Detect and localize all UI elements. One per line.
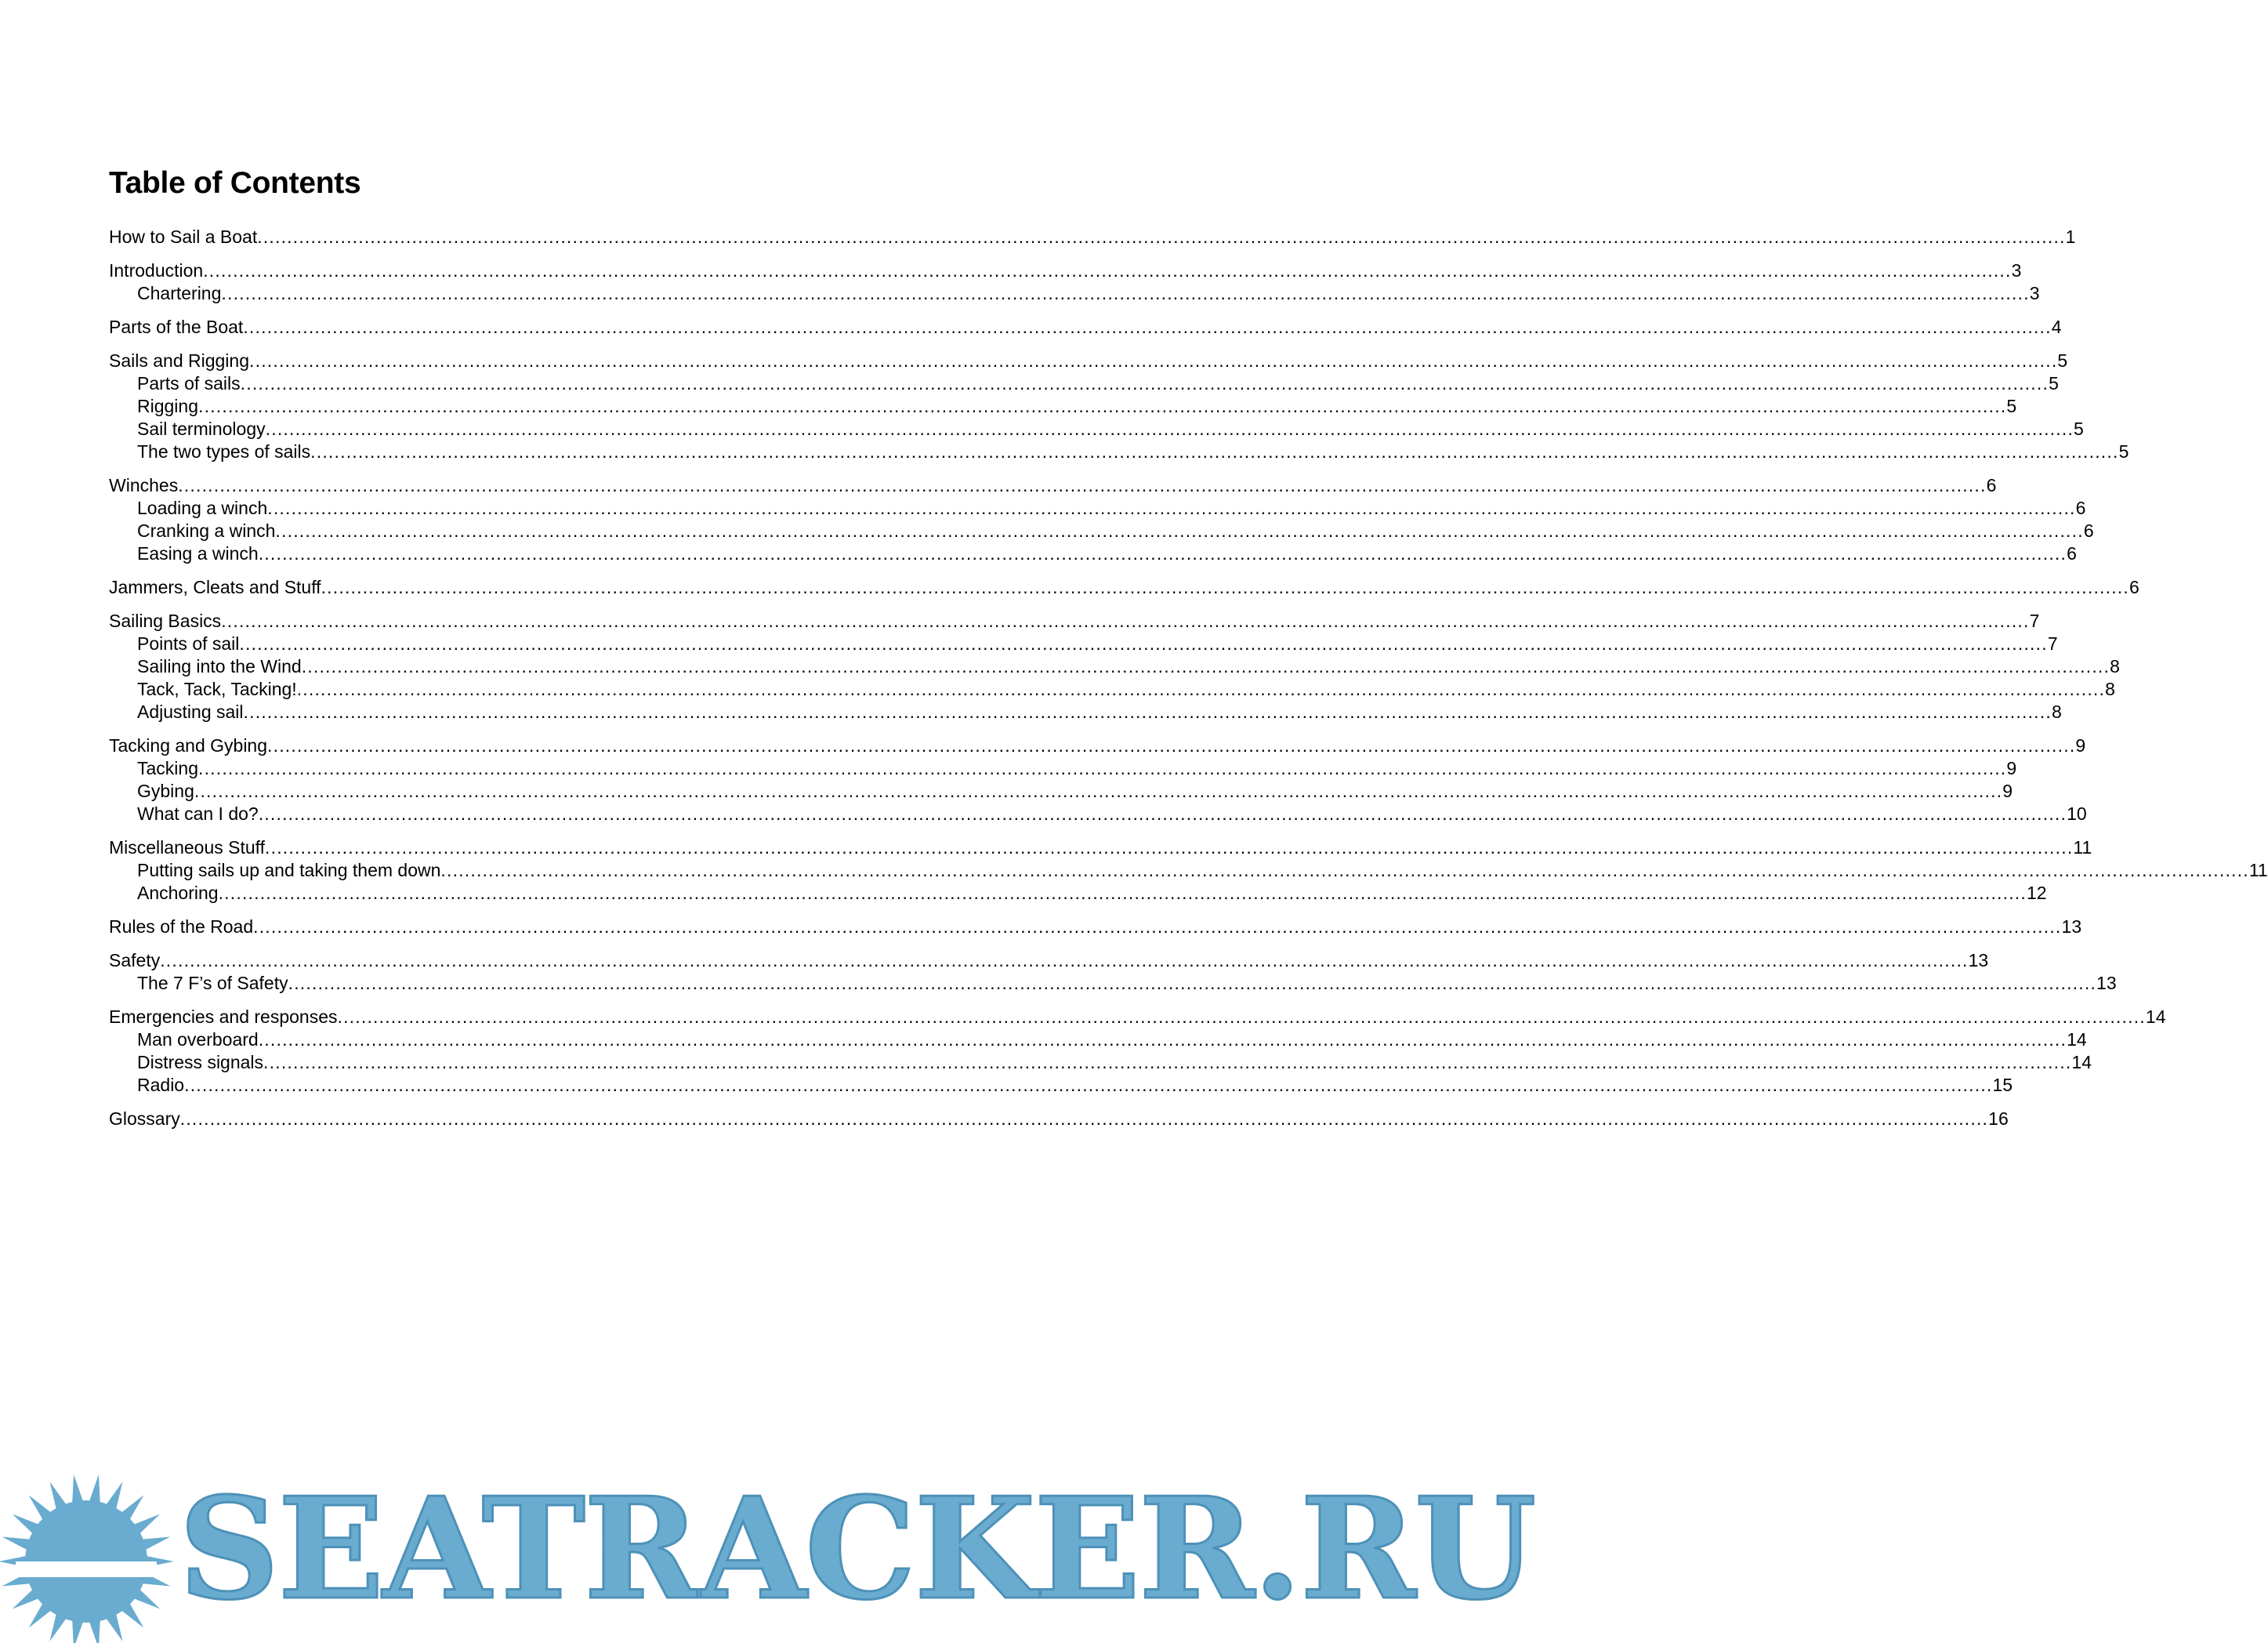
toc-group	[109, 474, 2094, 565]
toc-leader-dots	[160, 949, 1968, 972]
toc-page-number: 9	[2075, 735, 2086, 756]
toc-page-number: 7	[2029, 611, 2040, 631]
toc-page-number: 1	[2065, 227, 2076, 247]
toc-page-number: 4	[2051, 317, 2062, 337]
toc-entry[interactable]	[109, 259, 2022, 282]
toc-page-number: 6	[1986, 475, 1997, 495]
toc-leader-dots	[310, 441, 2118, 463]
toc-page-number: 5	[2057, 350, 2068, 371]
toc-entry-label: Easing a winch	[137, 543, 259, 564]
toc-leader-dots	[338, 1006, 2146, 1028]
toc-entry-label: Winches	[109, 475, 179, 495]
toc-subentry[interactable]	[109, 678, 2115, 701]
toc-entry-label: Points of sail	[137, 633, 240, 654]
toc-entry-label: Sailing into the Wind	[137, 656, 302, 676]
toc-entry[interactable]	[109, 949, 1989, 972]
toc-page-number: 11	[2073, 837, 2092, 858]
toc-entry-label: Adjusting sail	[137, 702, 244, 722]
toc-leader-dots	[180, 1108, 1988, 1130]
toc-subentry[interactable]	[109, 372, 2059, 395]
toc-page-number: 12	[2026, 883, 2047, 903]
toc-page-number: 6	[2067, 543, 2077, 564]
toc-page-number: 11	[2248, 860, 2268, 880]
toc-entry-label: What can I do?	[137, 803, 259, 824]
toc-entry[interactable]	[109, 610, 2040, 633]
toc-group	[109, 916, 2082, 938]
toc-entry-label: Man overboard	[137, 1029, 259, 1050]
toc-entry-label: The 7 F’s of Safety	[137, 973, 288, 993]
toc-entry[interactable]	[109, 836, 2092, 859]
table-of-contents	[109, 226, 2268, 1141]
toc-entry-label: Cranking a winch	[137, 520, 276, 541]
toc-entry-label: Radio	[137, 1075, 185, 1095]
toc-entry-label: Emergencies and responses	[109, 1006, 338, 1027]
toc-leader-dots	[302, 655, 2110, 678]
toc-group	[109, 836, 2268, 905]
toc-page-number: 14	[2067, 1029, 2087, 1050]
toc-group	[109, 610, 2120, 724]
toc-entry[interactable]	[109, 226, 2076, 248]
toc-subentry[interactable]	[109, 441, 2129, 463]
toc-entry-label: Parts of sails	[137, 373, 241, 394]
toc-page-number: 8	[2051, 702, 2062, 722]
toc-subentry[interactable]	[109, 542, 2077, 565]
toc-page-number: 6	[2075, 498, 2086, 518]
toc-entry-label: Gybing	[137, 781, 194, 801]
toc-leader-dots	[321, 576, 2129, 599]
toc-group	[109, 734, 2087, 825]
toc-subentry[interactable]	[109, 633, 2058, 655]
toc-page-number: 13	[2061, 916, 2082, 937]
page-title: Table of Contents	[109, 166, 361, 200]
toc-page-number: 9	[2002, 781, 2013, 801]
toc-page-number: 16	[1988, 1108, 2009, 1129]
toc-entry-label: Introduction	[109, 260, 204, 281]
toc-entry-label: Putting sails up and taking them down	[137, 860, 441, 880]
toc-subentry[interactable]	[109, 972, 2117, 995]
toc-entry-label: Tacking and Gybing	[109, 735, 268, 756]
toc-entry-label: Loading a winch	[137, 498, 268, 518]
toc-entry-label: Anchoring	[137, 883, 219, 903]
toc-group	[109, 1108, 2009, 1130]
toc-page-number: 3	[2029, 283, 2040, 303]
toc-group	[109, 316, 2062, 339]
toc-page-number: 10	[2067, 803, 2087, 824]
toc-entry-label: How to Sail a Boat	[109, 227, 258, 247]
toc-entry-label: Parts of the Boat	[109, 317, 244, 337]
toc-leader-dots	[297, 678, 2105, 701]
toc-leader-dots	[184, 1074, 1992, 1097]
toc-subentry[interactable]	[109, 395, 2017, 418]
toc-leader-dots	[249, 350, 2057, 372]
toc-page-number: 3	[2011, 260, 2022, 281]
toc-entry[interactable]	[109, 576, 2139, 599]
toc-leader-dots	[244, 701, 2052, 724]
toc-subentry[interactable]	[109, 1028, 2087, 1051]
toc-page-number: 9	[2006, 758, 2017, 778]
toc-subentry[interactable]	[109, 520, 2094, 542]
toc-leader-dots	[265, 836, 2073, 859]
toc-entry-label: The two types of sails	[137, 441, 311, 462]
toc-subentry[interactable]	[109, 418, 2084, 441]
toc-leader-dots	[221, 282, 2029, 305]
toc-leader-dots	[221, 610, 2029, 633]
toc-page-number: 8	[2105, 679, 2115, 699]
toc-leader-dots	[259, 803, 2067, 825]
toc-entry[interactable]	[109, 916, 2082, 938]
toc-group	[109, 1006, 2166, 1097]
toc-entry-label: Jammers, Cleats and Stuff	[109, 577, 321, 597]
toc-leader-dots	[198, 395, 2006, 418]
toc-page-number: 5	[2074, 419, 2084, 439]
toc-page-number: 14	[2071, 1052, 2092, 1072]
toc-subentry[interactable]	[109, 1051, 2092, 1074]
toc-leader-dots	[267, 734, 2075, 757]
toc-leader-dots	[263, 1051, 2071, 1074]
toc-page-number: 5	[2049, 373, 2059, 394]
toc-entry-label: Miscellaneous Stuff	[109, 837, 266, 858]
toc-leader-dots	[267, 497, 2075, 520]
toc-group	[109, 226, 2076, 248]
sun-burst-icon	[0, 1464, 179, 1643]
toc-page-number: 5	[2118, 441, 2129, 462]
toc-subentry[interactable]	[109, 497, 2086, 520]
toc-entry-label: Tacking	[137, 758, 198, 778]
toc-leader-dots	[178, 474, 1986, 497]
toc-entry-label: Tack, Tack, Tacking!	[137, 679, 297, 699]
toc-group	[109, 259, 2040, 305]
toc-subentry[interactable]	[109, 1074, 2013, 1097]
toc-entry-label: Glossary	[109, 1108, 180, 1129]
toc-entry-label: Sails and Rigging	[109, 350, 250, 371]
toc-page-number: 14	[2145, 1006, 2166, 1027]
toc-page-number: 6	[2129, 577, 2139, 597]
toc-leader-dots	[275, 520, 2083, 542]
toc-entry[interactable]	[109, 350, 2068, 372]
toc-subentry[interactable]	[109, 757, 2017, 780]
toc-page-number: 15	[1992, 1075, 2013, 1095]
toc-entry-label: Safety	[109, 950, 161, 970]
toc-subentry[interactable]	[109, 882, 2047, 905]
toc-subentry[interactable]	[109, 655, 2120, 678]
toc-leader-dots	[440, 859, 2248, 882]
watermark-text: SEATRACKER.RU	[179, 1467, 1535, 1630]
toc-leader-dots	[194, 780, 2002, 803]
toc-entry[interactable]	[109, 474, 1997, 497]
toc-subentry[interactable]	[109, 701, 2062, 724]
toc-page-number: 8	[2110, 656, 2120, 676]
toc-entry-label: Sailing Basics	[109, 611, 222, 631]
toc-group	[109, 350, 2129, 463]
toc-leader-dots	[243, 316, 2051, 339]
toc-page-number: 13	[1968, 950, 1989, 970]
toc-leader-dots	[219, 882, 2027, 905]
toc-leader-dots	[257, 226, 2065, 248]
toc-entry[interactable]	[109, 1006, 2166, 1028]
toc-entry[interactable]	[109, 1108, 2009, 1130]
toc-group	[109, 949, 2117, 995]
toc-entry-label: Sail terminology	[137, 419, 266, 439]
toc-leader-dots	[239, 633, 2047, 655]
toc-subentry[interactable]	[109, 803, 2087, 825]
toc-entry-label: Rigging	[137, 396, 198, 416]
toc-leader-dots	[259, 542, 2067, 565]
toc-entry[interactable]	[109, 316, 2062, 339]
toc-subentry[interactable]	[109, 859, 2268, 882]
toc-leader-dots	[266, 418, 2074, 441]
toc-page-number: 5	[2006, 396, 2017, 416]
watermark-logo	[0, 1464, 1535, 1643]
toc-leader-dots	[241, 372, 2049, 395]
toc-group	[109, 576, 2139, 599]
toc-page-number: 6	[2083, 520, 2094, 541]
toc-leader-dots	[259, 1028, 2067, 1051]
toc-entry-label: Distress signals	[137, 1052, 264, 1072]
toc-page-number: 7	[2047, 633, 2058, 654]
toc-entry[interactable]	[109, 734, 2086, 757]
toc-leader-dots	[288, 972, 2096, 995]
toc-page-number: 13	[2096, 973, 2117, 993]
toc-leader-dots	[253, 916, 2061, 938]
toc-entry-label: Rules of the Road	[109, 916, 254, 937]
toc-subentry[interactable]	[109, 780, 2013, 803]
toc-leader-dots	[198, 757, 2006, 780]
toc-leader-dots	[203, 259, 2011, 282]
toc-subentry[interactable]	[109, 282, 2040, 305]
toc-entry-label: Chartering	[137, 283, 222, 303]
